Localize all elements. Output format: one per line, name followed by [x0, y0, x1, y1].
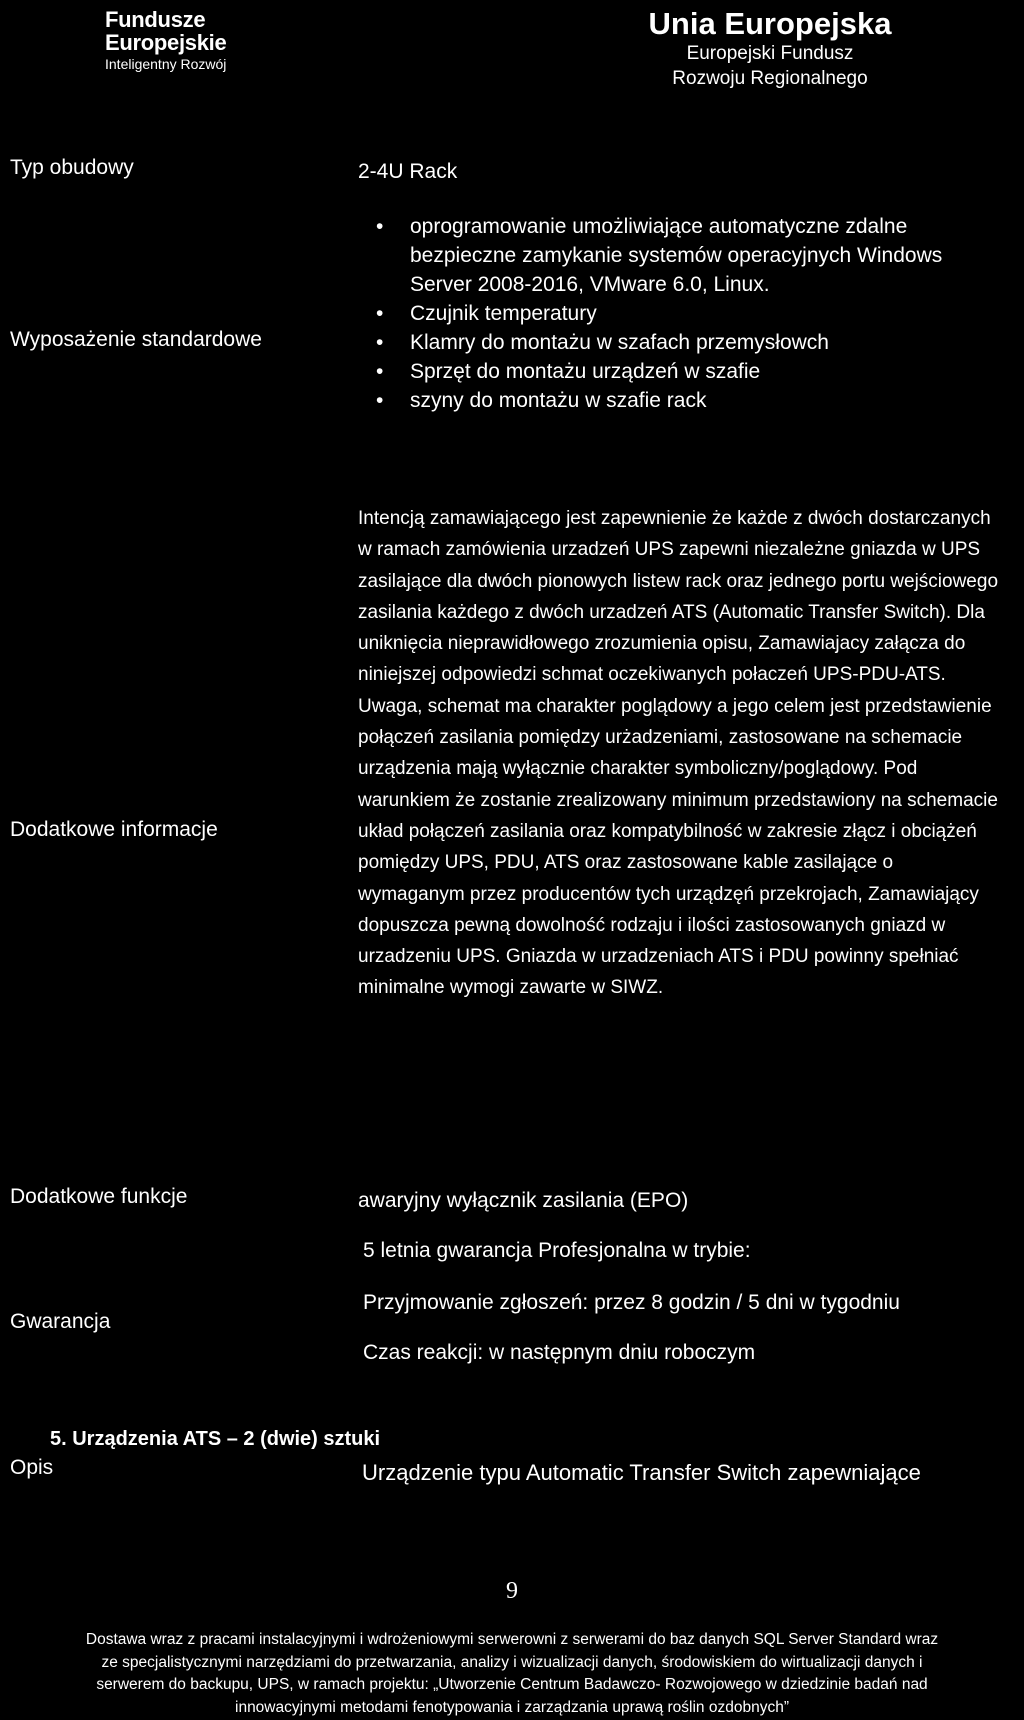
logo-line-1: Fundusze — [105, 7, 206, 32]
section-title: 5. Urządzenia ATS – 2 (dwie) sztuki — [50, 1428, 381, 1450]
list-item: • oprogramowanie umożliwiające automatyczne zdalne bezpieczne zamykanie systemów operacyjnych Windows Server 2008-2016, VMware 6.0, Linux. — [410, 212, 990, 299]
dodatkowe-funkcje-value: awaryjny wyłącznik zasilania (EPO) — [358, 1189, 689, 1212]
typ-obudowy-label: Typ obudowy — [10, 156, 134, 179]
list-item: • Klamry do montażu w szafach przemysłowch — [410, 328, 990, 357]
page-header — [0, 8, 1024, 98]
section-ats — [10, 1428, 1010, 1488]
opis-text: Urządzenie typu Automatic Transfer Switch zapewniające — [362, 1460, 921, 1485]
footer-line-2: ze specjalistycznymi narzędziami do przetwarzania, analizy i wizualizacji danych, środowiskiem do wirtualizacji danych i — [101, 1653, 923, 1671]
eu-title: Unia Europejska — [648, 6, 892, 41]
eu-fund-line-1: Europejski Fundusz — [686, 42, 854, 64]
gwarancja-line: Przyjmowanie zgłoszeń: przez 8 godzin / 5 dni w tygodniu — [363, 1291, 900, 1314]
gwarancja-line: 5 letnia gwarancja Profesjonalna w trybie: — [363, 1239, 751, 1262]
footer — [0, 1629, 1024, 1719]
eu-fund-line-2: Rozwoju Regionalnego — [672, 68, 868, 90]
footer-line-4: innowacyjnymi metodami fenotypowania i zarządzania uprawą roślin ozdobnych” — [235, 1698, 789, 1716]
opis-label: Opis — [10, 1456, 54, 1479]
gwarancja-label: Gwarancja — [10, 1310, 111, 1333]
wyposazenie-label: Wyposażenie standardowe — [10, 328, 262, 351]
page-number: 9 — [506, 1578, 518, 1604]
footer-line-1: Dostawa wraz z pracami instalacyjnymi i wdrożeniowymi serwerowni z serwerami do baz danych SQL Server Standard wraz — [85, 1631, 939, 1648]
dodatkowe-funkcje-label: Dodatkowe funkcje — [10, 1185, 188, 1208]
list-item: • szyny do montażu w szafie rack — [410, 386, 990, 415]
list-item: • Czujnik temperatury — [410, 299, 990, 328]
logo-line-2: Europejskie — [105, 30, 227, 56]
dodatkowe-informacje-label: Dodatkowe informacje — [10, 818, 218, 841]
logo-line-3: Inteligentny Rozwój — [105, 56, 227, 73]
fundusze-europejskie-logo — [105, 8, 226, 72]
dodatkowe-informacje-text: Intencją zamawiającego jest zapewnienie że każde z dwóch dostarczanych w ramach zamówienia urzadzeń UPS zapewni niezależne gniazda w UPS zasilające dla dwóch pionowych listew rack oraz jednego portu wejściowego zasilania każdego z dwóch urzadzeń ATS (Automatic Transfer Switch). Dla uniknięcia nieprawidłowego zrozumienia opisu, Zamawiajacy załącza do niniejszej odpowiedzi schmat oczekiwanych połaczeń UPS-PDU-ATS. Uwaga, schemat ma charakter poglądowy a jego celem jest przedstawienie połączeń zasilania pomiędzy urżadzeniami, zastosowane na schemacie urządzenia mają wyłącznie charakter symboliczny/poglądowy. Pod warunkiem że zostanie zrealizowany minimum przedstawiony na schemacie układ połączeń zasilania oraz kompatybilność w zakresie złącz i obciążeń pomiędzy UPS, PDU, ATS oraz zastosowane kable zasilające o wymaganym przez producentów tych urządzęń przekrojach, Zamawiający dopuszcza pewną dowolność rodzaju i ilości zastosowanych gniazd w urzadzeniu UPS. Gniazda w urzadzeniach ATS i PDU powinny spełniać minimalne wymogi zawarte w SIWZ. — [358, 508, 999, 999]
wyposazenie-list — [410, 212, 990, 415]
typ-obudowy-value: 2-4U Rack — [358, 160, 458, 183]
eu-logo-text — [620, 8, 920, 92]
list-item: • Sprzęt do montażu urządzeń w szafie — [410, 357, 990, 386]
gwarancja-line: Czas reakcji: w następnym dniu roboczym — [363, 1341, 756, 1364]
footer-line-3: serwerem do backupu, UPS, w ramach projektu: „Utworzenie Centrum Badawczo- Rozwojowego w dziedzinie badań nad — [96, 1676, 928, 1693]
